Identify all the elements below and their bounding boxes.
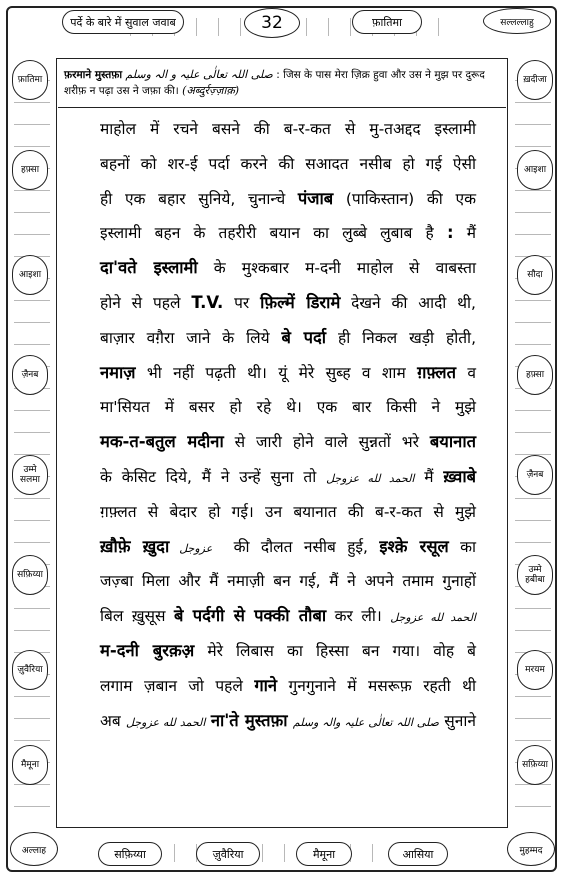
body-text	[100, 112, 476, 738]
text-line-content	[100, 390, 476, 425]
bold-phrase: T.V.	[191, 292, 224, 312]
text-segment: देखने की आदी थी,	[340, 293, 476, 312]
text-line-content	[100, 564, 476, 599]
side-medallion: फ़ातिमा	[12, 60, 48, 100]
side-medallion: उम्मे हबीबा	[517, 555, 553, 595]
text-line	[100, 495, 476, 530]
bold-phrase: ना'ते मुस्तफ़ा	[210, 710, 288, 730]
text-segment: सुनाने	[438, 711, 476, 730]
text-segment: की दौलत नसीब हुई,	[222, 537, 380, 556]
text-line-content	[100, 669, 476, 704]
bold-phrase: :	[446, 223, 454, 243]
footer-name-3: मैमूना	[296, 842, 352, 866]
text-line	[100, 216, 476, 251]
text-segment: ही एक बहार सुनिये, चुनान्चे	[100, 189, 298, 208]
footer-name-1: सफ़िय्या	[98, 842, 162, 866]
text-segment: के केसिट दिये, मैं ने उन्हें सुना तो	[100, 467, 327, 486]
bold-phrase: मक-त-बतुल मदीना	[100, 432, 224, 452]
text-segment: बिल ख़ुसूस	[100, 607, 174, 626]
bottom-left-calligraphy: अल्लाह	[10, 832, 58, 866]
text-line-content	[100, 460, 476, 495]
bold-phrase: गाने	[254, 675, 278, 695]
hadith-source: (अब्दुर्रज़्ज़ाक़)	[182, 84, 240, 97]
text-segment: कर ली।	[326, 607, 391, 626]
text-line	[100, 599, 476, 634]
text-line	[100, 286, 476, 321]
text-line	[100, 669, 476, 704]
text-segment: अब	[100, 711, 127, 730]
side-medallion: मैमूना	[12, 745, 48, 785]
text-line-content	[100, 425, 476, 460]
side-medallion: ज़ुवैरिया	[12, 650, 48, 690]
text-line	[100, 425, 476, 460]
hadith-label: फ़रमाने मुस्तफ़ा	[64, 69, 123, 81]
side-medallion: ज़ैनब	[12, 355, 48, 395]
side-medallion: आइशा	[517, 150, 553, 190]
bold-phrase: बयानात	[429, 432, 476, 452]
side-medallion: मरयम	[517, 650, 553, 690]
text-segment: मेरे लिबास का हिस्सा बन गया। वोह बे	[194, 641, 476, 660]
salawat-text: صلی اللہ تعالٰی علیہ و الہ وسلم	[125, 68, 273, 81]
text-line-content	[100, 599, 476, 634]
text-segment: (पाकिस्तान) की एक	[333, 189, 476, 208]
text-segment: व	[456, 363, 476, 382]
side-medallion: सफ़िय्या	[12, 555, 48, 595]
text-segment: ग़फ़्लत से बेदार हो गई। उन बयानात की ब-र-कत से मुझे	[100, 502, 476, 521]
footer-name-2: ज़ुवैरिया	[196, 842, 260, 866]
side-medallion: आइशा	[12, 255, 48, 295]
side-medallion: ज़ैनब	[517, 455, 553, 495]
hadith-banner	[58, 64, 506, 108]
text-line-content	[100, 356, 476, 391]
bold-phrase: इश्क़े रसूल	[379, 536, 449, 556]
text-line	[100, 564, 476, 599]
text-line	[100, 321, 476, 356]
bold-phrase: ग़फ़्लत	[417, 362, 457, 382]
text-line-content	[100, 321, 476, 356]
bold-phrase: ख़ौफ़े ख़ुदा	[100, 536, 170, 556]
arabic-phrase: صلی اللہ تعالٰی علیہ والہ وسلم	[292, 715, 439, 729]
text-line-content	[100, 634, 476, 669]
arabic-phrase: الحمد لله عزوجل	[390, 611, 476, 625]
text-line-content	[100, 182, 476, 217]
header-name-right: फ़ातिमा	[352, 10, 422, 34]
text-line	[100, 251, 476, 286]
page-number: 32	[244, 8, 300, 38]
text-line-content	[100, 530, 476, 565]
text-segment: जज़्बा मिला और मैं नमाज़ी बन गई, मैं ने अपने तमाम गुनाहों	[100, 572, 476, 591]
text-line-content	[100, 704, 476, 739]
text-line	[100, 634, 476, 669]
side-medallion: सफ़िय्या	[517, 745, 553, 785]
text-segment: ही निकल खड़ी होती,	[326, 328, 477, 347]
text-segment: मैं	[453, 224, 476, 243]
text-segment: बहनों को शर-ई पर्दा करने की सआदत नसीब हो गई ऐसी	[100, 154, 476, 173]
text-line	[100, 530, 476, 565]
top-right-calligraphy: सल्लल्लाहु	[483, 8, 551, 34]
text-line	[100, 356, 476, 391]
text-segment: गुनगुनाने में मसरूफ़ रहती थी	[277, 676, 476, 695]
bold-phrase: बे पर्दा	[281, 327, 327, 347]
text-line	[100, 460, 476, 495]
text-segment: भी नहीं पढ़ती थी। यूं मेरे सुब्ह व शाम	[135, 363, 418, 382]
text-line-content	[100, 216, 476, 251]
hadith-text: : जिस के पास मेरा ज़िक्र हुवा और उस ने मुझ पर दुरूद शरीफ़ न पढ़ा उस	[64, 69, 485, 97]
bold-phrase: पंजाब	[297, 188, 334, 208]
text-line-content	[100, 147, 476, 182]
bold-phrase: दा'वते इस्लामी	[100, 258, 198, 278]
text-segment: मा'सियत में बसर हो रहे थे। एक बार किसी ने मुझे	[100, 398, 476, 417]
bottom-right-calligraphy: मुहम्मद	[507, 832, 555, 866]
footer-name-4: आसिया	[388, 842, 448, 866]
text-segment: पर	[223, 293, 261, 312]
hadith-text-2: ने जफ़ा की।	[132, 85, 179, 97]
side-medallion: सौदा	[517, 255, 553, 295]
book-title: पर्दे के बारे में सुवाल जवाब	[62, 10, 184, 34]
text-line	[100, 704, 476, 739]
text-segment: माहोल में रचने बसने की ब-र-कत से मु-तअद्दद इस्लामी	[100, 120, 476, 138]
arabic-phrase: عزوجل	[169, 541, 223, 555]
text-line-content	[100, 495, 476, 530]
text-line	[100, 182, 476, 217]
text-segment: इस्लामी बहन के तहरीरी बयान का लुब्बे लुबाब है	[100, 224, 447, 243]
side-medallion: हफ़्सा	[517, 355, 553, 395]
text-line	[100, 147, 476, 182]
arabic-phrase: الحمد لله عزوجل	[326, 471, 415, 485]
bold-phrase: बे पर्दगी से पक्की तौबा	[173, 606, 327, 626]
text-segment: होने से पहले	[100, 293, 192, 312]
text-segment: के मुश्कबार म-दनी माहोल से वाबस्ता	[197, 259, 476, 278]
text-segment: मैं	[414, 467, 444, 486]
text-line-content	[100, 286, 476, 321]
text-segment: बाज़ार वग़ैरा जाने के लिये	[100, 328, 282, 347]
bold-phrase: नमाज़	[100, 362, 136, 382]
text-line	[100, 112, 476, 147]
text-segment: से जारी होने वाले सुन्नतों भरे	[223, 433, 430, 452]
text-line-content	[100, 251, 476, 286]
bold-phrase: ख़्वाबे	[443, 466, 477, 486]
bold-phrase: म-दनी बुरक़अ़	[100, 640, 195, 660]
arabic-phrase: الحمد لله عزوجل	[126, 715, 206, 729]
side-medallion: उम्मे सलमा	[12, 455, 48, 495]
text-line-content	[100, 112, 476, 147]
side-medallion: ख़दीजा	[517, 60, 553, 100]
text-segment: का	[448, 537, 476, 556]
text-line	[100, 390, 476, 425]
text-segment: लगाम ज़बान जो पहले	[100, 676, 255, 695]
bold-phrase: फ़िल्में डिरामे	[260, 292, 341, 312]
side-medallion: हफ़्सा	[12, 150, 48, 190]
